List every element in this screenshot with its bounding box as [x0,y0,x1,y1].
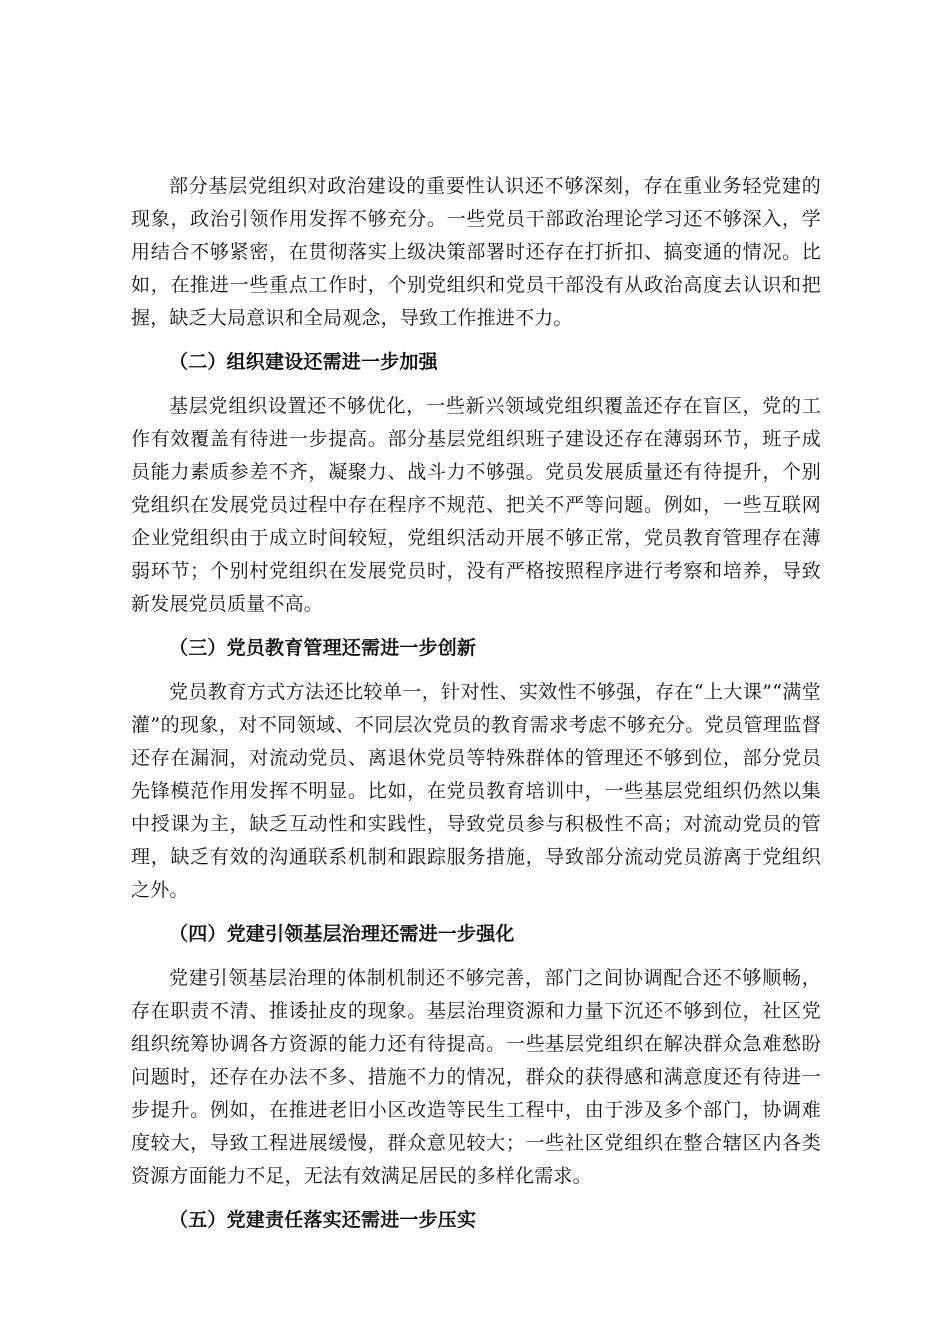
document-body [131,170,821,1248]
paragraph-member-education: 党员教育方式方法还比较单一，针对性、实效性不够强，存在“上大课”“满堂灌”的现象，对不同领域、不同层次党员的教育需求考虑不够充分。党员管理监督还存在漏洞，对流动党员、离退休党员等特殊群体的管理还不够到位，部分党员先锋模范作用发挥不明显。比如，在党员教育培训中，一些基层党组织仍然以集中授课为主，缺乏互动性和实践性，导致党员参与积极性不高；对流动党员的管理，缺乏有效的沟通联系机制和跟踪服务措施，导致部分流动党员游离于党组织之外。 [131,681,821,901]
paragraph-grassroots-governance: 党建引领基层治理的体制机制还不够完善，部门之间协调配合还不够顺畅，存在职责不清、推诿扯皮的现象。基层治理资源和力量下沉还不够到位，社区党组织统筹协调各方资源的能力还有待提高。一些基层党组织在解决群众急难愁盼问题时，还存在办法不多、措施不力的情况，群众的获得感和满意度还有待进一步提升。例如，在推进老旧小区改造等民生工程中，由于涉及多个部门，协调难度较大，导致工程进展缓慢，群众意见较大；一些社区党组织在整合辖区内各类资源方面能力不足，无法有效满足居民的多样化需求。 [131,967,821,1187]
section-heading-responsibility: （五）党建责任落实还需进一步压实 [169,1209,477,1231]
section-heading-grassroots-governance: （四）党建引领基层治理还需进一步强化 [169,923,515,945]
paragraph-political-building: 部分基层党组织对政治建设的重要性认识还不够深刻，存在重业务轻党建的现象，政治引领作用发挥不够充分。一些党员干部政治理论学习还不够深入，学用结合不够紧密，在贯彻落实上级决策部署时还存在打折扣、搞变通的情况。比如，在推进一些重点工作时，个别党组织和党员干部没有从政治高度去认识和把握，缺乏大局意识和全局观念，导致工作推进不力。 [131,175,821,329]
paragraph-organization-building: 基层党组织设置还不够优化，一些新兴领域党组织覆盖还存在盲区，党的工作有效覆盖有待进一步提高。部分基层党组织班子建设还存在薄弱环节，班子成员能力素质参差不齐，凝聚力、战斗力不够强。党员发展质量还有待提升，个别党组织在发展党员过程中存在程序不规范、把关不严等问题。例如，一些互联网企业党组织由于成立时间较短，党组织活动开展不够正常，党员教育管理存在薄弱环节；个别村党组织在发展党员时，没有严格按照程序进行考察和培养，导致新发展党员质量不高。 [131,395,821,615]
section-heading-member-education: （三）党员教育管理还需进一步创新 [169,637,477,659]
section-heading-organization: （二）组织建设还需进一步加强 [169,351,438,373]
